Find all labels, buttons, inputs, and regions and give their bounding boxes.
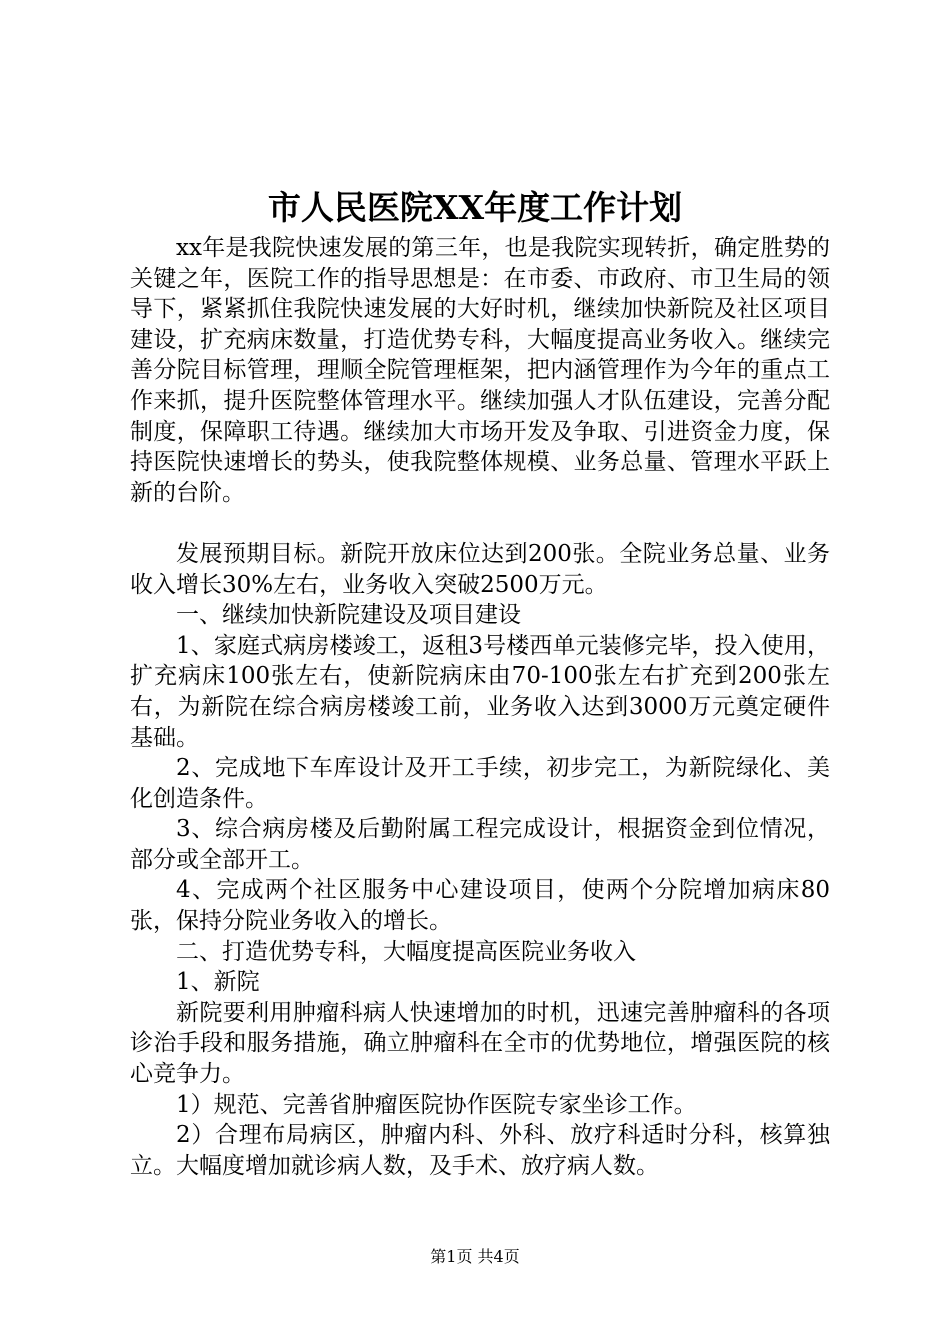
- page-footer: 第1页 共4页: [430, 1247, 520, 1266]
- list-item-1-2: 2、完成地下车库设计及开工手续，初步完工，为新院绿化、美化创造条件。: [130, 755, 830, 812]
- list-item-2-2: 2）合理布局病区，肿瘤内科、外科、放疗科适时分科，核算独立。大幅度增加就诊病人数，及手术、放疗病人数。: [130, 1122, 830, 1179]
- intro-paragraph: xx年是我院快速发展的第三年，也是我院实现转折，确定胜势的关键之年，医院工作的指导思想是：在市委、市政府、市卫生局的领导下，紧紧抓住我院快速发展的大好时机，继续加快新院及社区项目建设，扩充病床数量，打造优势专科，大幅度提高业务收入。继续完善分院目标管理，理顺全院管理框架，把内涵管理作为今年的重点工作来抓，提升医院整体管理水平。继续加强人才队伍建设，完善分配制度，保障职工待遇。继续加大市场开发及争取、引进资金力度，保持医院快速增长的势头，使我院整体规模、业务总量、管理水平跃上新的台阶。: [130, 235, 830, 506]
- list-item-1-1: 1、家庭式病房楼竣工，返租3号楼西单元装修完毕，投入使用，扩充病床100张左右，使新院病床由70-100张左右扩充到200张左右，为新院在综合病房楼竣工前，业务收入达到3000万元奠定硬件基础。: [130, 632, 830, 751]
- subsection-heading-new-hospital: 1、新院: [176, 969, 260, 996]
- section-heading-2: 二、打造优势专科，大幅度提高医院业务收入: [176, 938, 636, 965]
- document-title: 市人民医院XX年度工作计划: [267, 188, 683, 227]
- list-item-2-1: 1）规范、完善省肿瘤医院协作医院专家坐诊工作。: [176, 1091, 697, 1118]
- section-heading-1: 一、继续加快新院建设及项目建设: [176, 602, 521, 629]
- new-hospital-paragraph: 新院要利用肿瘤科病人快速增加的时机，迅速完善肿瘤科的各项诊治手段和服务措施，确立肿瘤科在全市的优势地位，增强医院的核心竞争力。: [130, 999, 830, 1088]
- document-body: [130, 233, 830, 1181]
- list-item-1-3: 3、综合病房楼及后勤附属工程完成设计，根据资金到位情况，部分或全部开工。: [130, 816, 830, 873]
- list-item-1-4: 4、完成两个社区服务中心建设项目，使两个分院增加病床80张，保持分院业务收入的增长。: [130, 877, 830, 935]
- goal-paragraph: 发展预期目标。新院开放床位达到200张。全院业务总量、业务收入增长30%左右，业务收入突破2500万元。: [130, 540, 830, 598]
